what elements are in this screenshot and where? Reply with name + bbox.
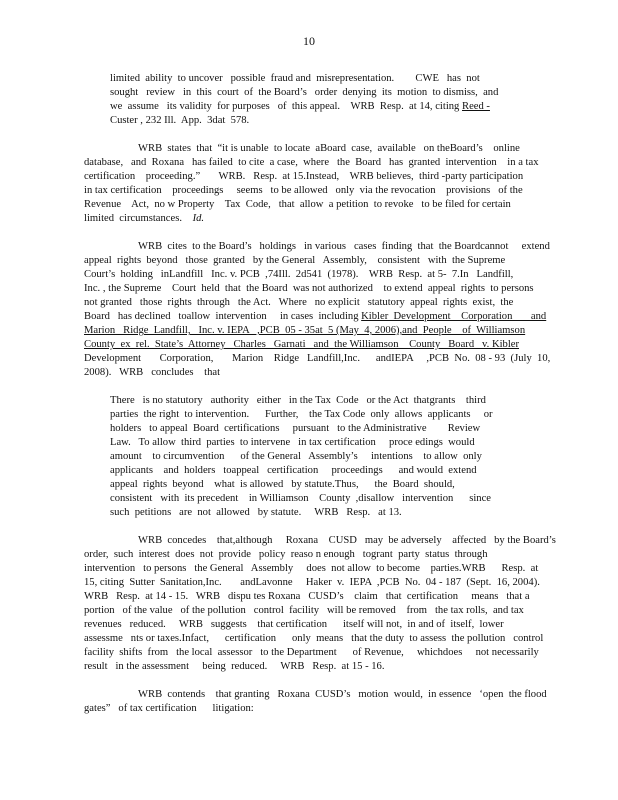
text-line: gates” of tax certification litigation: bbox=[84, 703, 254, 714]
text-line: WRB states that “it is unable to locate aBoard case, available on theBoard’s online bbox=[138, 143, 520, 154]
quote-line: Law. To allow third parties to intervene in tax certification proce edings would bbox=[110, 437, 475, 448]
text-line: WRB Resp. at 14 - 15. WRB dispu tes Roxana CUSD’s claim that certification means that a bbox=[84, 591, 530, 602]
text-line-part: we assume its validity for purposes of this appeal. WRB Resp. at 14, citing bbox=[110, 101, 460, 112]
text-line bbox=[84, 325, 525, 337]
text-line: Revenue Act, no w Property Tax Code, that allow a petition to revoke to be filed for certain bbox=[84, 199, 511, 210]
text-line: Custer , 232 Ill. App. 3dat 578. bbox=[110, 115, 250, 126]
case-citation: People of Williamson bbox=[422, 325, 526, 336]
text-line: 15, citing Sutter Sanitation,Inc. andLavonne Haker v. IEPA ,PCB No. 04 - 187 (Sept. 16, 2004). bbox=[84, 577, 540, 588]
text-line: in tax certification proceedings seems to be allowed only via the revocation provisions of the bbox=[84, 185, 523, 196]
text-line: County ex rel. State’s Attorney Charles Garnati and the Williamson County Board v. Kibler bbox=[84, 339, 520, 350]
text-line bbox=[110, 101, 490, 113]
quote-line: There is no statutory authority either in the Tax Code or the Act thatgrants third bbox=[110, 395, 486, 406]
text-line: 2008). WRB concludes that bbox=[84, 367, 221, 378]
text-line-part: Board has declined toallow intervention in cases including bbox=[84, 311, 359, 322]
text-line: intervention to persons the General Assembly does not allow to become parties.WRB Resp. at bbox=[84, 563, 539, 574]
text-line: database, and Roxana has failed to cite a case, where the Board has granted intervention in a tax bbox=[84, 157, 539, 168]
text-line: assessme nts or taxes.Infact, certification only means that the duty to assess the pollution control bbox=[84, 633, 544, 644]
text-line: WRB cites to the Board’s holdings in various cases finding that the Boardcannot extend bbox=[138, 241, 550, 252]
text-line: certification proceeding.” WRB. Resp. at 15.Instead, WRB believes, third -party participation bbox=[84, 171, 524, 182]
quote-line: such petitions are not allowed by statute. WRB Resp. at 13. bbox=[110, 507, 402, 518]
quote-line: amount to circumvention of the General Assembly’s intentions to allow only bbox=[110, 451, 482, 462]
text-line: limited ability to uncover possible fraud and misrepresentation. CWE has not bbox=[110, 73, 480, 84]
text-line bbox=[84, 213, 204, 225]
text-line: not granted those rights through the Act. Where no explicit statutory appeal rights exist, the bbox=[84, 297, 514, 308]
id-citation: Id. bbox=[192, 213, 205, 224]
text-line: result in the assessment being reduced. WRB Resp. at 15 - 16. bbox=[84, 661, 385, 672]
case-citation: Kibler Development Corporation and bbox=[361, 311, 547, 322]
quote-line: applicants and holders toappeal certification proceedings and would extend bbox=[110, 465, 477, 476]
text-line-part: Marion Ridge Landfill, Inc. v. IEPA ,PCB 05 - 35at 5 (May 4, 2006),and bbox=[84, 325, 418, 336]
text-line: order, such interest does not provide policy reaso n enough togrant party status through bbox=[84, 549, 488, 560]
text-line: appeal rights beyond those granted by the General Assembly, consistent with the Supreme bbox=[84, 255, 506, 266]
quote-line: appeal rights beyond what is allowed by statute.Thus, the Board should, bbox=[110, 479, 455, 490]
text-line: facility shifts from the local assessor to the Department of Revenue, whichdoes not necessarily bbox=[84, 647, 539, 658]
text-line-part: limited circumstances. bbox=[84, 213, 182, 224]
text-line: WRB concedes that,although Roxana CUSD may be adversely affected by the Board’s bbox=[138, 535, 556, 546]
text-line: portion of the value of the pollution control facility will be removed from the tax rolls, and tax bbox=[84, 605, 524, 616]
text-line: Court’s holding inLandfill Inc. v. PCB ,74Ill. 2d541 (1978). WRB Resp. at 5- 7.In Landfill, bbox=[84, 269, 514, 280]
quote-line: parties the right to intervention. Further, the Tax Code only allows applicants or bbox=[110, 409, 493, 420]
text-line bbox=[84, 311, 546, 323]
text-line: sought review in this court of the Board’s order denying its motion to dismiss, and bbox=[110, 87, 499, 98]
text-line: revenues reduced. WRB suggests that certification itself will not, in and of itself, lower bbox=[84, 619, 504, 630]
text-line: WRB contends that granting Roxana CUSD’s motion would, in essence ‘open the flood bbox=[138, 689, 547, 700]
quote-line: consistent with its precedent in Williamson County ,disallow intervention since bbox=[110, 493, 491, 504]
text-line: Development Corporation, Marion Ridge Landfill,Inc. andIEPA ,PCB No. 08 - 93 (July 10, bbox=[84, 353, 551, 364]
text-line: Inc. , the Supreme Court held that the Board was not authorized to extend appeal rights to persons bbox=[84, 283, 534, 294]
quote-line: holders to appeal Board certifications pursuant to the Administrative Review bbox=[110, 423, 481, 434]
case-citation: Reed - bbox=[462, 101, 490, 112]
page-number: 10 bbox=[303, 34, 315, 48]
